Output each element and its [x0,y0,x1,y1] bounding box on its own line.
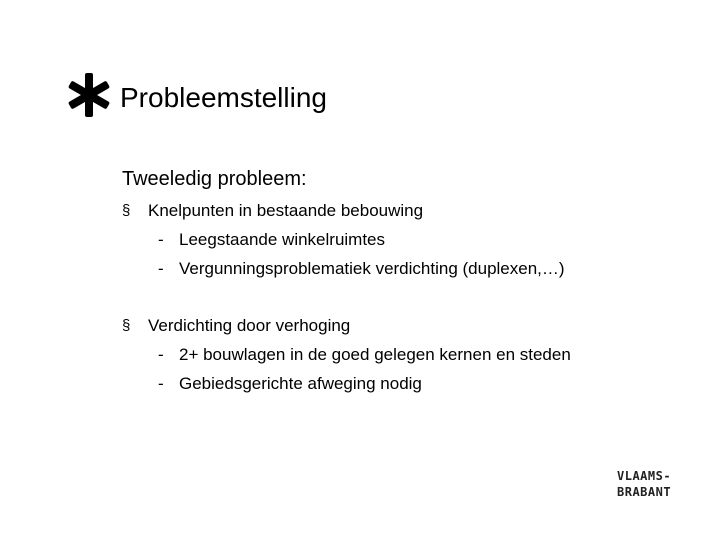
bullet-marker: § [122,202,131,219]
slide-subtitle: Tweeledig probleem: [122,168,307,190]
dash-marker: - [158,230,164,249]
asterisk-icon [66,72,112,118]
bullet-text: Verdichting door verhoging [148,316,351,335]
sub-item-text: 2+ bouwlagen in de goed gelegen kernen en steden [179,345,571,364]
slide-title: Probleemstelling [120,82,327,113]
logo-line: BRABANT [617,485,672,499]
logo-line: VLAAMS- [617,469,672,483]
sub-item-text: Leegstaande winkelruimtes [179,230,386,249]
dash-marker: - [158,374,164,393]
sub-item-text: Vergunningsproblematiek verdichting (duplexen,…) [179,259,565,278]
dash-marker: - [158,259,164,278]
dash-marker: - [158,345,164,364]
bullet-marker: § [122,317,131,334]
vlaams-brabant-logo [617,468,679,500]
bullet-text: Knelpunten in bestaande bebouwing [148,201,424,220]
sub-item-text: Gebiedsgerichte afweging nodig [179,374,422,393]
